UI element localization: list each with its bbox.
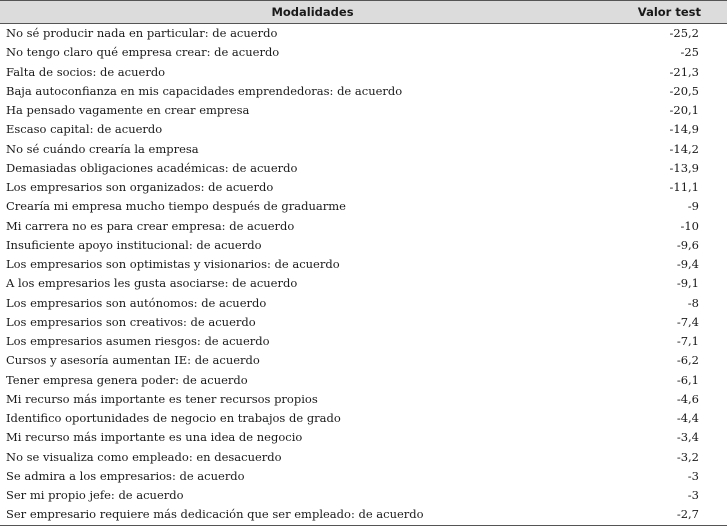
modalidad-cell: Se admira a los empresarios: de acuerdo — [6, 468, 245, 483]
modalidad-cell: Identifico oportunidades de negocio en trabajos de grado — [6, 411, 341, 426]
modalidad-cell: Escaso capital: de acuerdo — [6, 122, 163, 137]
valor-test-cell: -20,1 — [669, 103, 699, 118]
modalidad-cell: Los empresarios son optimistas y visionarios: de acuerdo — [6, 257, 340, 272]
table-row — [0, 101, 727, 120]
modalidad-cell: No sé producir nada en particular: de acuerdo — [6, 26, 278, 41]
table-row — [0, 274, 727, 293]
table-row — [0, 197, 727, 216]
valor-test-cell: -14,2 — [669, 141, 699, 156]
table-row — [0, 217, 727, 236]
table-header — [0, 1, 727, 24]
valor-test-cell: -9,4 — [676, 257, 699, 272]
header-valor-test: Valor test — [625, 1, 727, 24]
valor-test-cell: -21,3 — [669, 64, 699, 79]
table-row — [0, 63, 727, 82]
modalidad-cell: Los empresarios son creativos: de acuerdo — [6, 314, 256, 329]
valor-test-cell: -7,4 — [676, 314, 699, 329]
table-row — [0, 409, 727, 428]
table-row — [0, 120, 727, 139]
modalidad-cell: Insuficiente apoyo institucional: de acuerdo — [6, 237, 262, 252]
table-row — [0, 43, 727, 62]
modalidad-cell: Demasiadas obligaciones académicas: de acuerdo — [6, 160, 298, 175]
modalidad-cell: Falta de socios: de acuerdo — [6, 64, 166, 79]
table-row — [0, 505, 727, 525]
table-row — [0, 255, 727, 274]
table-row — [0, 236, 727, 255]
table-row — [0, 428, 727, 447]
valor-test-cell: -3,2 — [676, 449, 699, 464]
valor-test-cell: -3 — [687, 468, 699, 483]
valor-test-cell: -9,1 — [676, 276, 699, 291]
modalidad-cell: Tener empresa genera poder: de acuerdo — [6, 372, 248, 387]
valor-test-cell: -7,1 — [676, 334, 699, 349]
valor-test-cell: -20,5 — [669, 83, 699, 98]
valor-test-cell: -3,4 — [676, 430, 699, 445]
valor-test-cell: -4,4 — [676, 411, 699, 426]
modalidad-cell: Ser mi propio jefe: de acuerdo — [6, 488, 184, 503]
valor-test-cell: -11,1 — [669, 180, 699, 195]
table-row — [0, 351, 727, 370]
table-row — [0, 178, 727, 197]
valor-test-cell: -13,9 — [669, 160, 699, 175]
table-row — [0, 448, 727, 467]
valor-test-cell: -2,7 — [625, 505, 727, 525]
header-row — [0, 1, 727, 24]
valor-test-cell: -9,6 — [676, 237, 699, 252]
valor-test-cell: -25,2 — [669, 26, 699, 41]
modalidad-cell: Ser empresario requiere más dedicación que ser empleado: de acuerdo — [0, 505, 625, 525]
table-row — [0, 371, 727, 390]
table-row — [0, 467, 727, 486]
valor-test-cell: -6,1 — [676, 372, 699, 387]
table-row — [0, 313, 727, 332]
modalidad-cell: Ha pensado vagamente en crear empresa — [6, 103, 250, 118]
header-modalidades: Modalidades — [0, 1, 625, 24]
valor-test-cell: -14,9 — [669, 122, 699, 137]
modalidad-cell: No sé cuándo crearía la empresa — [6, 141, 199, 156]
modalidad-cell: Los empresarios son organizados: de acuerdo — [6, 180, 274, 195]
table-row — [0, 294, 727, 313]
valor-test-cell: -6,2 — [676, 353, 699, 368]
modalidad-cell: No tengo claro qué empresa crear: de acuerdo — [6, 45, 280, 60]
table-row — [0, 140, 727, 159]
table-row — [0, 82, 727, 101]
valor-test-cell: -10 — [680, 218, 699, 233]
modalidad-cell: Los empresarios son autónomos: de acuerdo — [6, 295, 267, 310]
modalidad-cell: Mi carrera no es para crear empresa: de acuerdo — [6, 218, 295, 233]
valor-test-cell: -9 — [687, 199, 699, 214]
valor-test-cell: -8 — [687, 295, 699, 310]
modalidad-cell: Mi recurso más importante es tener recursos propios — [6, 391, 318, 406]
modalidad-cell: Crearía mi empresa mucho tiempo después de graduarme — [6, 199, 346, 214]
table-row — [0, 159, 727, 178]
table-row — [0, 486, 727, 505]
modalidad-cell: Mi recurso más importante es una idea de negocio — [6, 430, 303, 445]
table-body — [0, 24, 727, 526]
valor-test-cell: -25 — [680, 45, 699, 60]
modalidad-cell: No se visualiza como empleado: en desacuerdo — [6, 449, 282, 464]
valor-test-cell: -3 — [687, 488, 699, 503]
modalidad-cell: Cursos y asesoría aumentan IE: de acuerdo — [6, 353, 260, 368]
modalidad-cell: Baja autoconfianza en mis capacidades emprendedoras: de acuerdo — [6, 83, 403, 98]
modalidad-cell: Los empresarios asumen riesgos: de acuerdo — [6, 334, 270, 349]
table-row — [0, 332, 727, 351]
modalidad-cell: A los empresarios les gusta asociarse: de acuerdo — [6, 276, 298, 291]
valor-test-cell: -4,6 — [676, 391, 699, 406]
table-row — [0, 390, 727, 409]
table-row — [0, 24, 727, 44]
